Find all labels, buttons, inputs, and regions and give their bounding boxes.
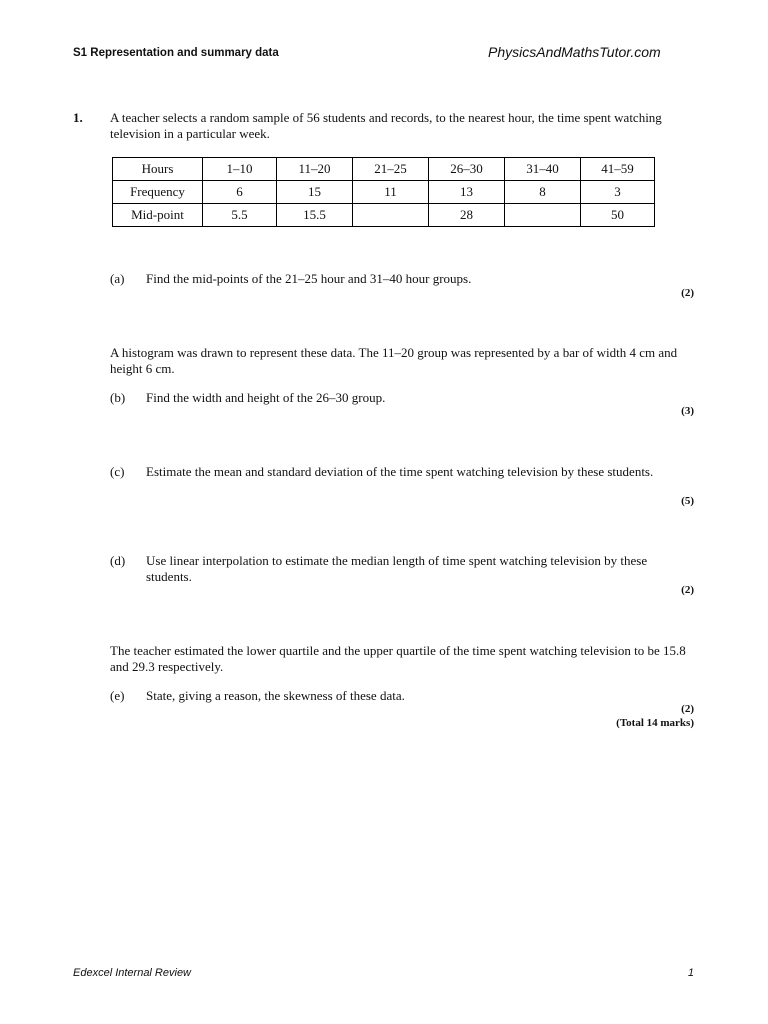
quartile-info: The teacher estimated the lower quartile and the upper quartile of the time spent watching television to be 15.8 and 29.3 respectively. — [110, 643, 686, 674]
table-cell: 31–40 — [505, 158, 581, 181]
table-cell: 11–20 — [277, 158, 353, 181]
table-cell: 41–59 — [581, 158, 655, 181]
part-b-marks: (3) — [681, 405, 694, 417]
question-number: 1. — [73, 110, 83, 125]
table-cell: 3 — [581, 181, 655, 204]
table-cell: 21–25 — [353, 158, 429, 181]
header-topic: S1 Representation and summary data — [73, 47, 279, 59]
part-c-label: (c) — [110, 464, 125, 479]
table-row-label: Frequency — [113, 181, 203, 204]
frequency-table — [112, 157, 655, 227]
part-d-text: Use linear interpolation to estimate the median length of time spent watching television by these students. — [146, 553, 648, 584]
table-cell: 11 — [353, 181, 429, 204]
table-row-midpoint — [113, 204, 655, 227]
header-site: PhysicsAndMathsTutor.com — [488, 44, 661, 60]
total-marks: (Total 14 marks) — [616, 717, 694, 729]
part-b-text: Find the width and height of the 26–30 group. — [146, 390, 386, 405]
table-cell: 26–30 — [429, 158, 505, 181]
part-e-label: (e) — [110, 688, 125, 703]
part-b-label: (b) — [110, 390, 126, 405]
table-row-hours — [113, 158, 655, 181]
table-cell: 15.5 — [277, 204, 353, 227]
table-cell — [505, 204, 581, 227]
part-a-label: (a) — [110, 271, 125, 286]
table-cell: 13 — [429, 181, 505, 204]
histogram-info: A histogram was drawn to represent these data. The 11–20 group was represented by a bar of width 4 cm and height 6 cm. — [110, 345, 678, 376]
part-e-marks: (2) — [681, 703, 694, 715]
page-number: 1 — [687, 967, 694, 979]
table-row-frequency — [113, 181, 655, 204]
table-row-label: Hours — [113, 158, 203, 181]
part-d-label: (d) — [110, 553, 126, 568]
table-cell: 5.5 — [203, 204, 277, 227]
part-e-text: State, giving a reason, the skewness of these data. — [146, 688, 405, 703]
table-cell: 28 — [429, 204, 505, 227]
part-c-marks: (5) — [681, 495, 694, 507]
footer-source: Edexcel Internal Review — [73, 967, 192, 979]
table-cell: 1–10 — [203, 158, 277, 181]
part-d-marks: (2) — [681, 584, 694, 596]
table-cell — [353, 204, 429, 227]
table-cell: 15 — [277, 181, 353, 204]
part-a-text: Find the mid-points of the 21–25 hour and 31–40 hour groups. — [146, 271, 472, 286]
table-row-label: Mid-point — [113, 204, 203, 227]
part-a-marks: (2) — [681, 287, 694, 299]
table-cell: 6 — [203, 181, 277, 204]
table-cell: 8 — [505, 181, 581, 204]
table-cell: 50 — [581, 204, 655, 227]
part-c-text: Estimate the mean and standard deviation of the time spent watching television by these students. — [146, 464, 654, 479]
question-intro: A teacher selects a random sample of 56 students and records, to the nearest hour, the time spent watching television in a particular week. — [110, 110, 662, 141]
